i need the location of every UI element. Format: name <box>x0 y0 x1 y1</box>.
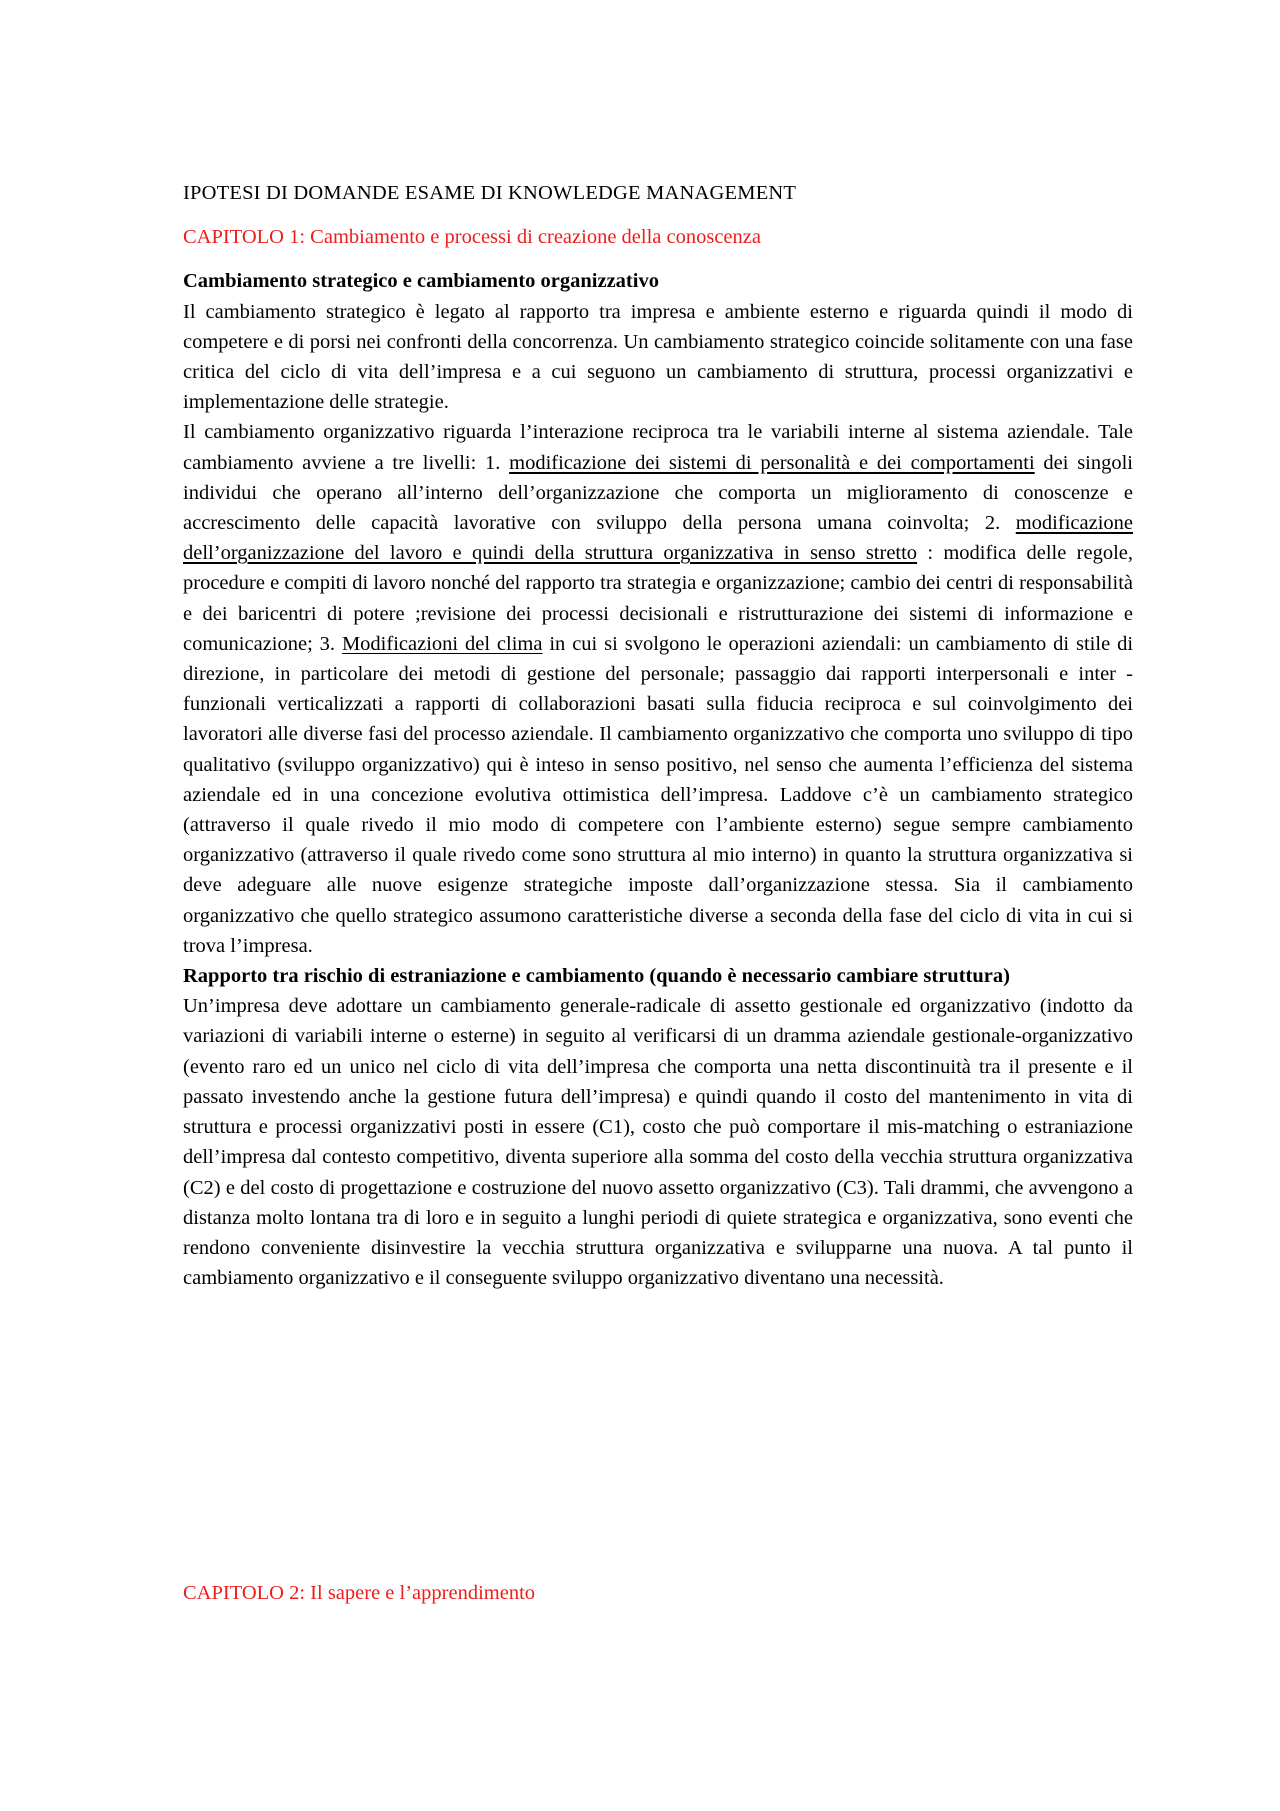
paragraph-text: Il cambiamento organizzativo riguarda l’interazione reciproca tra le variabili interne al sistema aziendale. Tale cambiamento avviene a tre livelli: 1. <box>183 421 1133 474</box>
chapter-2-heading: CAPITOLO 2: Il sapere e l’apprendimento <box>183 1582 536 1604</box>
paragraph-text: in cui si svolgono le operazioni aziendali: un cambiamento di stile di direzione, in particolare dei metodi di gestione del personale; passaggio dai rapporti interpersonali e inter -funzionali verticalizzati a rapporti di collaborazioni basati sulla fiducia reciproca e sul coinvolgimento dei lavoratori alle diverse fasi del processo aziendale. Il cambiamento organizzativo che comporta uno sviluppo di tipo qualitativo (sviluppo organizzativo) qui è inteso in senso positivo, nel senso che aumenta l’efficienza del sistema aziendale ed in una concezione evolutiva ottimistica dell’impresa. Laddove c’è un cambiamento strategico (attraverso il quale rivedo il mio modo di competere con l’ambiente esterno) segue sempre cambiamento organizzativo (attraverso il quale rivedo come sono struttura al mio interno) in quanto la struttura organizzativa si deve adeguare alle nuove esigenze strategiche imposte dall’organizzazione stessa. Sia il cambiamento organizzativo che quello strategico assumono caratteristiche diverse a seconda della fase del ciclo di vita in cui si trova l’impresa. <box>183 632 1134 957</box>
underlined-phrase-work-organization: modificazione dell’organizzazione del lavoro e quindi della struttura organizzativa in senso stretto <box>183 512 1133 565</box>
document-body <box>183 178 1133 1293</box>
document-title: IPOTESI DI DOMANDE ESAME DI KNOWLEDGE MANAGEMENT <box>183 182 797 204</box>
section-heading-strategic-change: Cambiamento strategico e cambiamento organizzativo <box>183 270 659 293</box>
paragraph-organizational-change <box>183 417 1133 961</box>
underlined-phrase-climate: Modificazioni del clima <box>341 632 543 655</box>
paragraph-strategic-change: Il cambiamento strategico è legato al rapporto tra impresa e ambiente esterno e riguarda quindi il modo di competere e di porsi nei confronti della concorrenza. Un cambiamento strategico coincide solitamente con una fase critica del ciclo di vita dell’impresa e a cui seguono un cambiamento di struttura, processi organizzativi e implementazione delle strategie. <box>183 300 1133 414</box>
paragraph-text: dei singoli individui che operano all’interno dell’organizzazione che comporta un miglioramento di conoscenze e accrescimento delle capacità lavorative con sviluppo della persona umana coinvolta; 2. <box>183 451 1134 535</box>
section-heading-estrangement-risk: Rapporto tra rischio di estraniazione e cambiamento (quando è necessario cambiare struttura) <box>183 965 1010 988</box>
paragraph-estrangement-risk: Un’impresa deve adottare un cambiamento generale-radicale di assetto gestionale ed organizzativo (indotto da variazioni di variabili interne o esterne) in seguito al verificarsi di un dramma aziendale gestionale-organizzativo (evento raro ed un unico nel ciclo di vita dell’impresa che comporta una netta discontinuità tra il presente e il passato investendo anche la gestione futura dell’impresa) e quindi quando il costo del mantenimento in vita di struttura e processi organizzativi posti in essere (C1), costo che può comportare il mis-matching o estraniazione dell’impresa dal contesto competitivo, diventa superiore alla somma del costo della vecchia struttura organizzativa (C2) e del costo di progettazione e costruzione del nuovo assetto organizzativo (C3). Tali drammi, che avvengono a distanza molto lontana tra di loro e in seguito a lunghi periodi di quiete strategica e organizzativa, sono eventi che rendono conveniente disinvestire la vecchia struttura organizzativa e svilupparne una nuova. A tal punto il cambiamento organizzativo e il conseguente sviluppo organizzativo diventano una necessità. <box>183 995 1133 1290</box>
paragraph-text: : modifica delle regole, procedure e compiti di lavoro nonché del rapporto tra strategia e organizzazione; cambio dei centri di responsabilità e dei baricentri di potere ;revisione dei processi decisionali e ristrutturazione dei sistemi di informazione e comunicazione; 3. <box>183 542 1133 655</box>
underlined-phrase-personality: modificazione dei sistemi di personalità e dei comportamenti <box>509 451 1035 474</box>
chapter-1-heading: CAPITOLO 1: Cambiamento e processi di creazione della conoscenza <box>183 226 761 249</box>
